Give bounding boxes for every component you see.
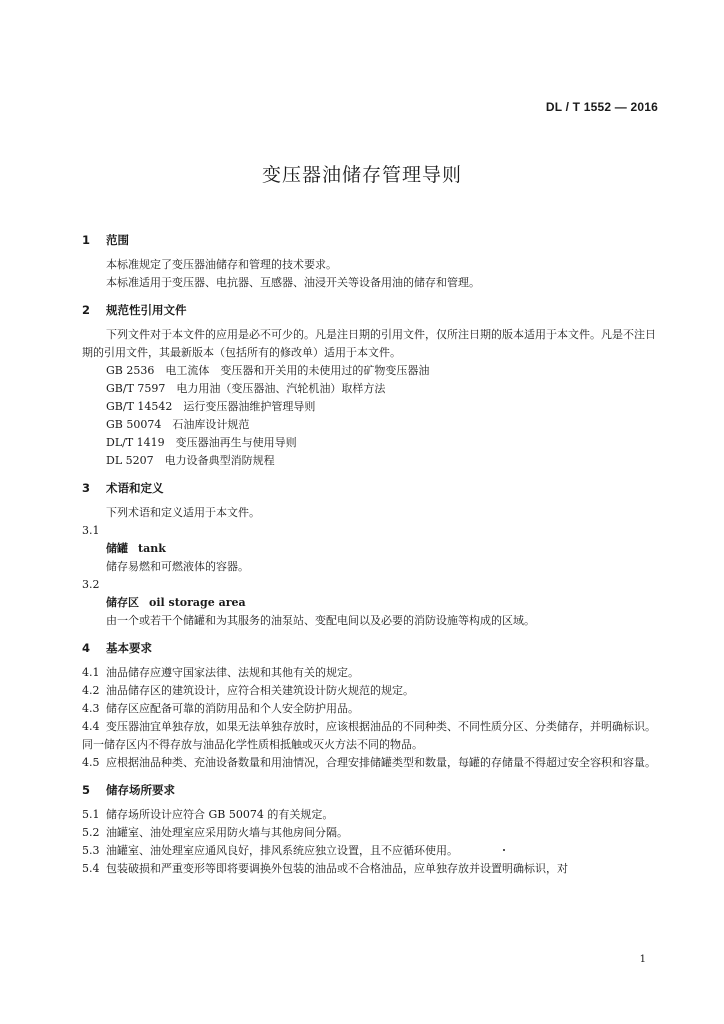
clause-text: 油罐室、油处理室应通风良好，排风系统应独立设置，且不应循环使用。	[106, 844, 458, 857]
section-number: 5	[82, 783, 91, 797]
clause-text: 应根据油品种类、充油设备数量和用油情况，合理安排储罐类型和数量，每罐的存储量不得超过安全容积和容量。	[106, 756, 656, 769]
term-number: 3.1	[82, 524, 100, 537]
term-english: tank	[138, 542, 166, 555]
reference-item: DL 5207 电力设备典型消防规程	[106, 454, 275, 467]
clause-number: 4.3	[82, 702, 100, 715]
reference-item: GB/T 14542 运行变压器油维护管理导则	[106, 400, 316, 413]
requirement-item	[82, 860, 658, 878]
section-number: 4	[82, 641, 91, 655]
paragraph: 下列术语和定义适用于本文件。	[106, 506, 260, 519]
clause-number: 4.4	[82, 720, 100, 733]
document-title: 变压器油储存管理导则	[261, 164, 462, 186]
term-chinese: 储存区	[106, 596, 139, 609]
term-chinese: 储罐	[106, 542, 128, 555]
clause-text: 包装破损和严重变形等即将要调换外包装的油品或不合格油品，应单独存放并设置明确标识，对	[106, 862, 568, 875]
clause-text: 储存场所设计应符合 GB 50074 的有关规定。	[106, 808, 334, 821]
clause-number: 4.1	[82, 666, 100, 679]
term-definition: 由一个或若干个储罐和为其服务的油泵站、变配电间以及必要的消防设施等构成的区域。	[106, 614, 535, 627]
document-body	[82, 231, 658, 878]
section-number: 3	[82, 481, 91, 495]
clause-number: 4.2	[82, 684, 100, 697]
reference-item: GB 2536 电工流体 变压器和开关用的未使用过的矿物变压器油	[106, 364, 430, 377]
clause-number: 4.5	[82, 756, 100, 769]
paragraph: 本标准规定了变压器油储存和管理的技术要求。	[106, 258, 337, 271]
requirement-item	[82, 806, 658, 824]
term-entry	[82, 594, 658, 612]
section-heading-normative-references	[82, 301, 658, 319]
standard-number: DL / T 1552 — 2016	[545, 100, 658, 114]
term-entry	[82, 540, 658, 558]
paragraph: 本标准适用于变压器、电抗器、互感器、油浸开关等设备用油的储存和管理。	[106, 276, 480, 289]
requirement-item	[82, 664, 658, 682]
clause-number: 5.1	[82, 808, 100, 821]
section-number: 2	[82, 303, 91, 317]
section-title: 术语和定义	[106, 481, 164, 495]
reference-item: DL/T 1419 变压器油再生与使用导则	[106, 436, 297, 449]
section-title: 范围	[106, 233, 129, 247]
requirement-item	[82, 682, 658, 700]
requirement-item	[82, 700, 658, 718]
term-number: 3.2	[82, 578, 100, 591]
section-heading-storage-site-requirements	[82, 781, 658, 799]
page-number: 1	[639, 954, 646, 965]
reference-item: GB/T 7597 电力用油（变压器油、汽轮机油）取样方法	[106, 382, 386, 395]
paragraph: 下列文件对于本文件的应用是必不可少的。凡是注日期的引用文件，仅所注日期的版本适用于本文件。凡是不注日期的引用文件，其最新版本（包括所有的修改单）适用于本文件。	[82, 328, 656, 359]
term-english: oil storage area	[149, 596, 246, 609]
clause-number: 5.2	[82, 826, 100, 839]
clause-number: 5.4	[82, 862, 100, 875]
reference-item: GB 50074 石油库设计规范	[106, 418, 250, 431]
section-number: 1	[82, 233, 91, 247]
section-title: 储存场所要求	[106, 783, 175, 797]
section-title: 规范性引用文件	[106, 303, 187, 317]
clause-text: 储存区应配备可靠的消防用品和个人安全防护用品。	[106, 702, 359, 715]
clause-text: 变压器油宜单独存放，如果无法单独存放时，应该根据油品的不同种类、不同性质分区、分类储存，并明确标识。同一储存区内不得存放与油品化学性质相抵触或灭火方法不同的物品。	[82, 720, 656, 751]
term-definition: 储存易燃和可燃液体的容器。	[106, 560, 249, 573]
clause-text: 油罐室、油处理室应采用防火墙与其他房间分隔。	[106, 826, 348, 839]
clause-text: 油品储存区的建筑设计，应符合相关建筑设计防火规范的规定。	[106, 684, 414, 697]
section-heading-scope	[82, 231, 658, 249]
clause-number: 5.3	[82, 844, 100, 857]
requirement-item	[82, 824, 658, 842]
scan-speck	[503, 849, 505, 851]
clause-text: 油品储存应遵守国家法律、法规和其他有关的规定。	[106, 666, 359, 679]
section-title: 基本要求	[106, 641, 152, 655]
section-heading-basic-requirements	[82, 639, 658, 657]
requirement-item	[82, 754, 658, 772]
requirement-item	[82, 718, 658, 754]
requirement-item	[82, 842, 658, 860]
section-heading-terms	[82, 479, 658, 497]
